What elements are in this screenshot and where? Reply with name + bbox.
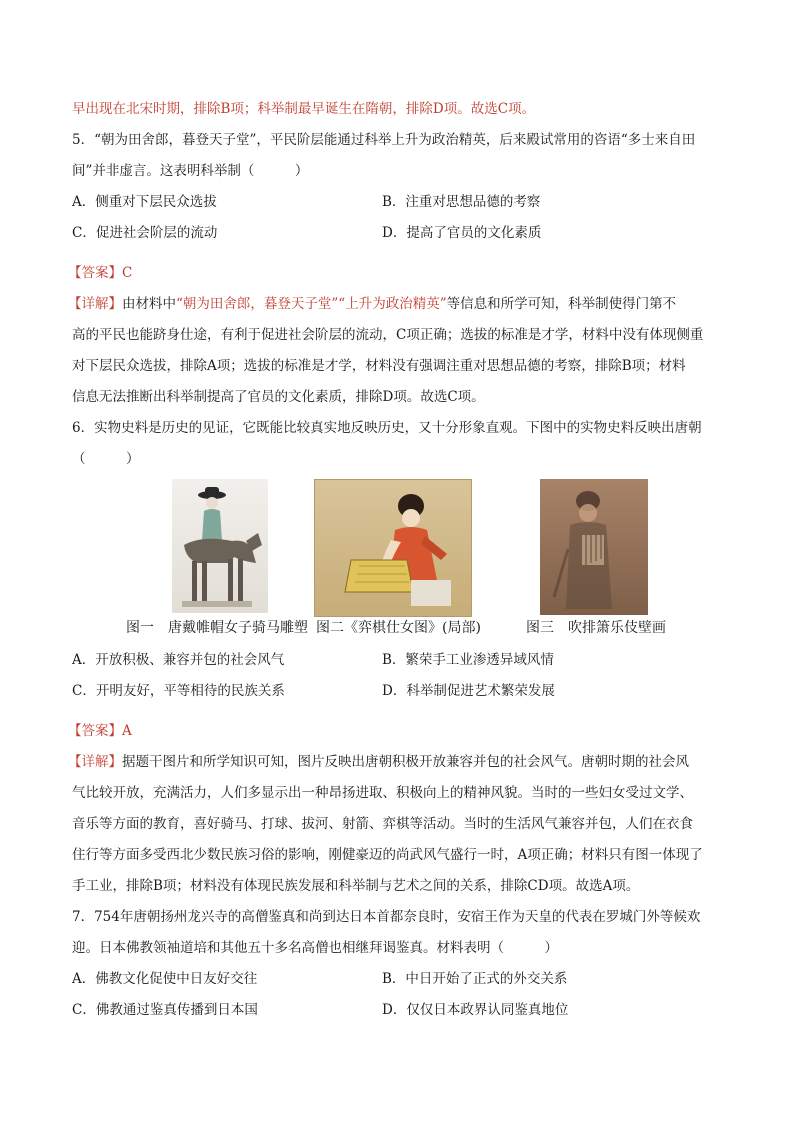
document-page [68, 98, 732, 1039]
q6-option-a: A．开放积极、兼容并包的社会风气 [72, 652, 285, 668]
q5-detail-line2: 高的平民也能跻身仕途，有利于促进社会阶层的流动，C项正确；选拔的标准是才学，材料中没有体现侧重 [72, 327, 704, 343]
q5-stem-line2: 间”并非虚言。这表明科举制（ ） [72, 163, 309, 179]
q5-detail-rest: 等信息和所学可知，科举制使得门第不 [446, 296, 677, 312]
q5-detail-line4: 信息无法推断出科举制提高了官员的文化素质，排除D项。故选C项。 [72, 389, 485, 405]
q6-answer-value: A [122, 723, 132, 739]
q7-stem-line1: 7．754年唐朝扬州龙兴寺的高僧鉴真和尚到达日本首都奈良时，安宿王作为天皇的代表在罗城门外等候欢 [72, 909, 701, 925]
q6-answer [68, 720, 732, 742]
q6-stem-line2: （ ） [72, 451, 140, 467]
q6-detail-line5: 手工业，排除B项；材料没有体现民族发展和科举制与艺术之间的关系，排除CD项。故选A项。 [72, 878, 640, 894]
q4-explanation-tail: 早出现在北宋时期，排除B项；科举制最早诞生在隋朝，排除D项。故选C项。 [72, 101, 536, 117]
q7-stem-line2: 迎。日本佛教领袖道培和其他五十多名高僧也相继拜谒鉴真。材料表明（ ） [72, 940, 558, 956]
q5-option-d: D．提高了官员的文化素质 [382, 225, 542, 241]
q5-stem-line1: 5．“朝为田舍郎，暮登天子堂”，平民阶层能通过科举上升为政治精英，后来殿试常用的咨语“多士来自田 [72, 132, 696, 148]
q6-options [72, 649, 732, 711]
q5-options [72, 191, 732, 253]
q6-figures [72, 479, 732, 617]
q7-option-c: C．佛教通过鉴真传播到日本国 [72, 1002, 258, 1018]
q5-option-c: C．促进社会阶层的流动 [72, 225, 218, 241]
q6-detail-line3: 音乐等方面的教育，喜好骑马、打球、拔河、射箭、弈棋等活动。当时的生活风气兼容并包，人们在衣食 [72, 816, 693, 832]
q6-option-d: D．科举制促进艺术繁荣发展 [382, 683, 555, 699]
q6-answer-label: 【答案】 [68, 723, 122, 739]
q5-option-b: B．注重对思想品德的考察 [382, 194, 541, 210]
q5-detail-intro: 由材料中 [122, 296, 176, 312]
q7-option-a: A．佛教文化促使中日友好交往 [72, 971, 258, 987]
q5-answer [68, 262, 732, 284]
q7-options [72, 968, 732, 1030]
q5-detail-line3: 对下层民众选拔，排除A项；选拔的标准是才学，材料没有强调注重对思想品德的考察，排除B项；材料 [72, 358, 686, 374]
q5-detail-line1 [68, 293, 732, 315]
q5-answer-value: C [122, 265, 133, 281]
panpipe-musician-mural-image [540, 479, 648, 615]
go-playing-lady-painting-image [314, 479, 472, 617]
q6-detail-line1 [68, 751, 732, 773]
q6-stem-line1: 6．实物史料是历史的见证，它既能比较真实地反映历史，又十分形象直观。下图中的实物史料反映出唐朝 [72, 420, 702, 436]
q6-detail-line2: 气比较开放，充满活力，人们多显示出一种昂扬进取、积极向上的精神风貌。当时的一些妇女受过文学、 [72, 785, 693, 801]
q6-detail-line4: 住行等方面多受西北少数民族习俗的影响，刚健豪迈的尚武风气盛行一时，A项正确；材料只有图一体现了 [72, 847, 703, 863]
q7-option-b: B．中日开始了正式的外交关系 [382, 971, 568, 987]
q6-option-b: B．繁荣手工业渗透异域风情 [382, 652, 554, 668]
horse-rider-sculpture-image [172, 479, 268, 613]
q6-detail-label: 【详解】 [68, 754, 122, 770]
figure-2-caption: 图二《弈棋仕女图》(局部) [316, 620, 481, 636]
q5-option-a: A．侧重对下层民众选拔 [72, 194, 217, 210]
figure-1-caption: 图一 唐戴帷帽女子骑马雕塑 [126, 620, 308, 636]
q6-figure-captions [72, 617, 732, 639]
q5-detail-label: 【详解】 [68, 296, 122, 312]
q6-option-c: C．开明友好，平等相待的民族关系 [72, 683, 285, 699]
figure-3-caption: 图三 吹排箫乐伎壁画 [526, 620, 666, 636]
q5-answer-label: 【答案】 [68, 265, 122, 281]
q6-detail-text1: 据题干图片和所学知识可知，图片反映出唐朝积极开放兼容并包的社会风气。唐朝时期的社会风 [122, 754, 689, 770]
q7-option-d: D．仅仅日本政界认同鉴真地位 [382, 1002, 569, 1018]
q5-detail-quote: “朝为田舍郎，暮登天子堂”“上升为政治精英” [176, 296, 447, 312]
